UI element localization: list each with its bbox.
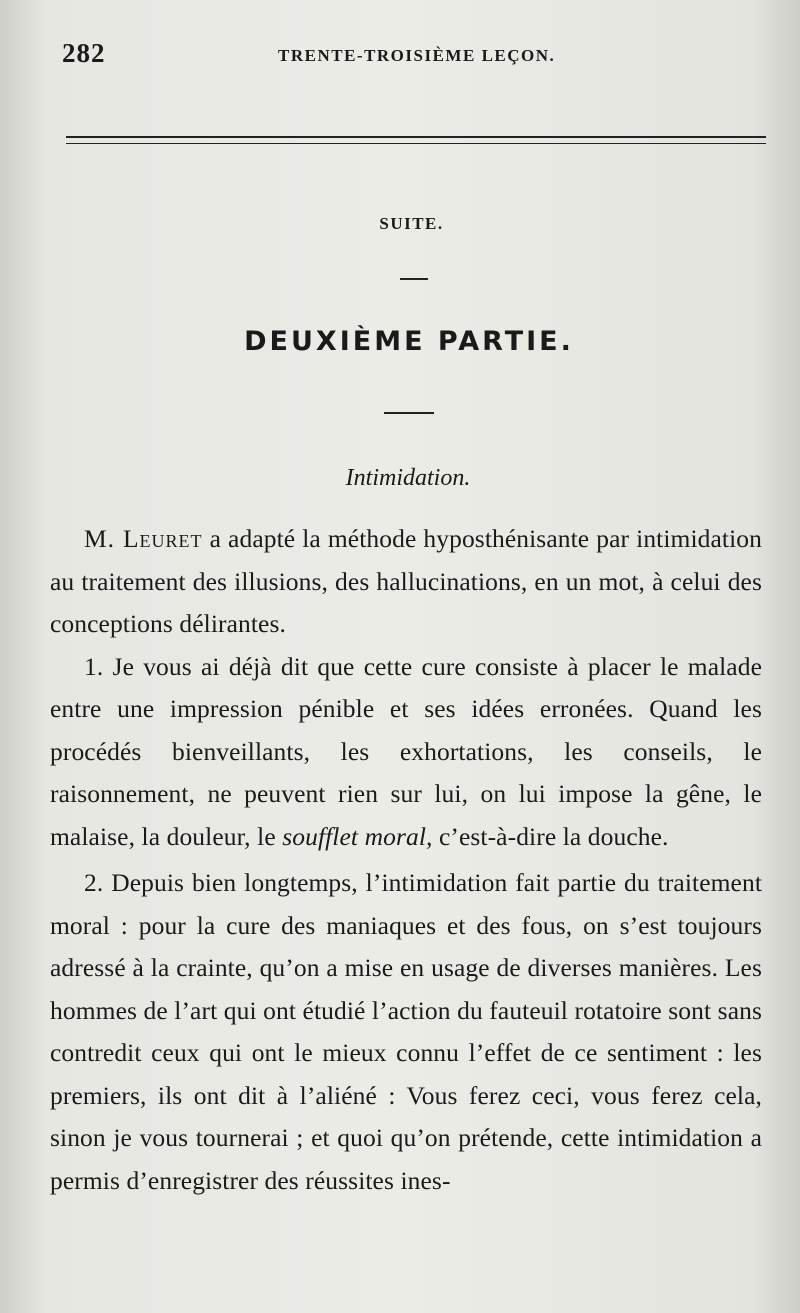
part-title: DEUXIÈME PARTIE. (244, 326, 574, 357)
author-name: M. Leuret (84, 524, 203, 553)
ornament-dash-bottom (384, 412, 434, 414)
paragraph-text-end: c’est-à-dire la douche. (432, 821, 669, 851)
paragraph-text: 1. Je vous ai déjà dit que cette cure consiste à placer le malade entre une impression pénible et ses idées erronées. Quand les procédés bienveillants, les exhortations, les conseils, le raisonnement, ne peuvent rien sur lui, on lui impose la gêne, le malaise, la douleur, le (50, 651, 762, 851)
ornament-dash-top (400, 278, 428, 280)
body-text (50, 518, 762, 1202)
italic-phrase: soufflet moral, (282, 821, 433, 851)
paragraph-1 (50, 646, 762, 859)
page-header (62, 38, 762, 72)
paragraph-text: 2. Depuis bien longtemps, l’intimidation fait partie du traitement moral : pour la cure des maniaques et des fous, on s’est toujours adressé à la crainte, qu’on a mise en usage de diverses manières. Les hommes de l’art qui ont étudié l’action du fauteuil rotatoire sont sans contredit ceux qui ont le mieux connu l’effet de ce sentiment : les premiers, ils ont dit à l’aliéné : Vous ferez ceci, vous ferez cela, sinon je vous tournerai ; et quoi qu’on prétende, cette intimidation a permis d’enregistrer des réussites ines- (50, 868, 762, 1195)
header-double-rule (66, 136, 766, 144)
suite-label: SUITE. (379, 214, 444, 233)
page-number: 282 (62, 38, 106, 68)
running-title: TRENTE-TROISIÈME LEÇON. (278, 46, 556, 65)
paragraph-text: a adapté la méthode hyposthénisante par intimidation au traitement des illusions, des hallucinations, en un mot, à celui des conceptions délirantes. (50, 524, 762, 638)
section-title: Intimidation. (345, 465, 471, 491)
paragraph-intro (50, 518, 762, 646)
paragraph-2 (50, 862, 762, 1202)
